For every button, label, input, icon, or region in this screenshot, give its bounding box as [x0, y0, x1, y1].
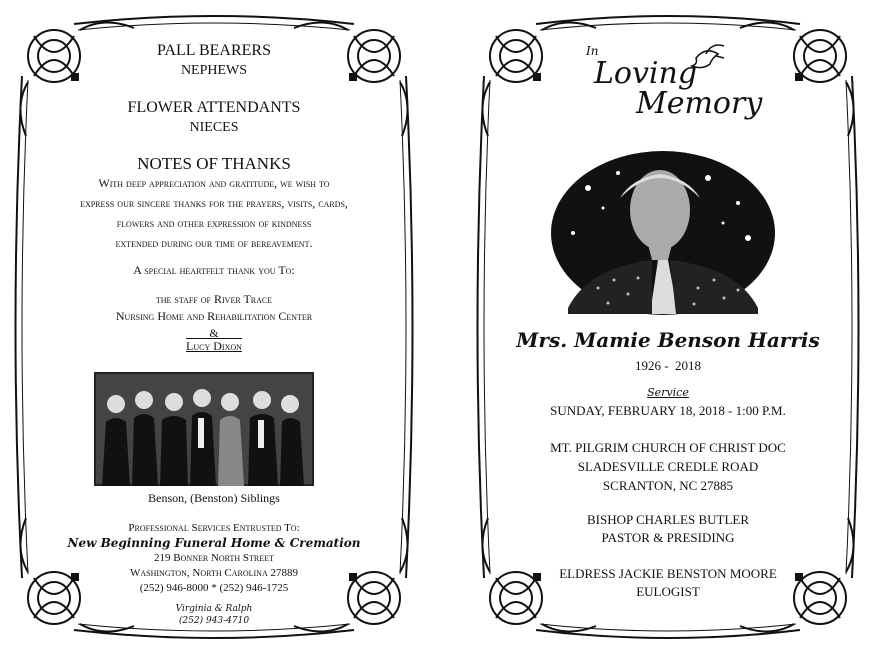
- portrait-photo: [548, 148, 778, 318]
- thanks-line: express our sincere thanks for the prayers, visits, cards,: [80, 196, 348, 210]
- thanks-line: extended during our time of bereavement.: [115, 236, 313, 250]
- recipient-line: Lucy Dixon: [186, 339, 242, 353]
- life-years: 1926 - 2018: [634, 358, 702, 373]
- flower-attendants-value: NIECES: [189, 120, 239, 135]
- officiant-line: BISHOP CHARLES BUTLER: [586, 512, 750, 527]
- address-city: Washington, North Carolina 27889: [130, 567, 298, 579]
- special-thanks: A special heartfelt thank you To:: [133, 263, 295, 277]
- eulogist-line: EULOGIST: [636, 584, 700, 599]
- thanks-line: With deep appreciation and gratitude, we wish to: [98, 176, 330, 190]
- recipient-line: the staff of River Trace: [155, 292, 273, 306]
- signature-phone: (252) 943-4710: [178, 616, 250, 626]
- deceased-name: Mrs. Mamie Benson Harris: [516, 328, 820, 352]
- thanks-line: flowers and other expression of kindness: [116, 216, 312, 230]
- eulogist-line: ELDRESS JACKIE BENSTON MOORE: [559, 566, 777, 581]
- memory-text: Memory: [636, 86, 763, 121]
- pall-bearers-heading: PALL BEARERS: [157, 42, 271, 59]
- church-line: MT. PILGRIM CHURCH OF CHRIST DOC: [550, 440, 786, 455]
- flower-attendants-heading: FLOWER ATTENDANTS: [127, 99, 301, 116]
- left-panel: [4, 6, 424, 648]
- recipient-line: Nursing Home and Rehabilitation Center: [115, 309, 313, 323]
- thanks-heading: NOTES OF THANKS: [137, 154, 291, 173]
- pall-bearers-value: NEPHEWS: [180, 63, 248, 78]
- service-label: Service: [647, 386, 689, 399]
- photo-caption: Benson, (Benston) Siblings: [148, 491, 280, 505]
- recipient-ampersand: &: [209, 326, 219, 340]
- signature-name: Virginia & Ralph: [175, 604, 253, 614]
- in-text: In: [586, 44, 599, 58]
- service-datetime: SUNDAY, FEBRUARY 18, 2018 - 1:00 P.M.: [550, 403, 786, 418]
- address-street: 219 Bonner North Street: [154, 552, 274, 564]
- loving-text: Loving: [594, 56, 698, 91]
- right-panel: [466, 6, 870, 648]
- siblings-photo: [94, 372, 314, 486]
- services-heading: Professional Services Entrusted To:: [128, 522, 300, 534]
- officiant-line: PASTOR & PRESIDING: [601, 530, 735, 545]
- church-line: SLADESVILLE CREDLE ROAD: [577, 459, 759, 474]
- funeral-home-name: New Beginning Funeral Home & Cremation: [67, 536, 361, 550]
- church-line: SCRANTON, NC 27885: [602, 478, 734, 493]
- phone-numbers: (252) 946-8000 * (252) 946-1725: [139, 582, 289, 594]
